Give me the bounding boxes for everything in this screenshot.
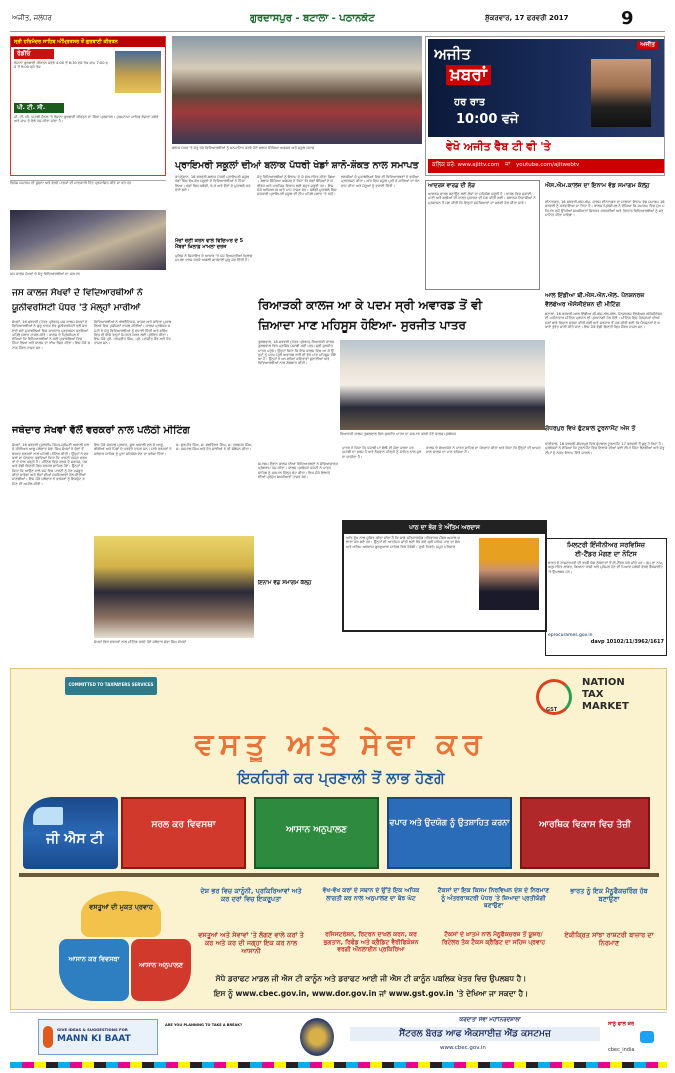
train-track — [19, 873, 659, 877]
mkb-line1: GIVE IDEAS & SUGGESTIONS FOR — [57, 1027, 128, 1032]
bottom-strip — [10, 1012, 667, 1060]
gst-logo-tax: TAX — [582, 689, 604, 700]
tender-davp: davp 10102/11/3962/1617 — [590, 639, 664, 645]
benefit-col2-a: ਵੱਖ-ਵੱਖ ਕਰਾਂ ਦੇ ਸਥਾਨ ਦੇ ਉੱਤੇ ਇਕ ਅਧਿਕ ਲਾਗਤੀ ਕਰ ਨਾਲ ਅਨੁਪਾਲਣ ਦਾ ਬੋਝ ਘੱਟ — [322, 887, 420, 902]
ideal-ward-text: ਆਦਰਸ਼ ਵਾਰਡ ਬਣਾਉਣ ਲਈ ਲੋਕਾਂ ਦਾ ਸਹਿਯੋਗ ਜ਼ਰੂਰੀ ਹੈ। ਵਾਰਡ ਵਿਚ ਸਫ਼ਾਈ, ਪਾਣੀ ਅਤੇ ਗਲੀਆਂ ਦੀ ਹਾਲਤ ਸੁਧਾਰਨ ਦੀ ਮੰਗ ਕੀਤੀ ਗਈ। ਸਥਾਨਕ ਨਿਵਾਸੀਆਂ ਨੇ ਪ੍ਰਸ਼ਾਸਨ ਤੋਂ ਮੰਗ ਕੀਤੀ ਕਿ ਇਨ੍ਹਾਂ ਸਮੱਸਿਆਵਾਂ ਦਾ ਜਲਦੀ ਹੱਲ ਕੀਤਾ ਜਾਵੇ। — [428, 192, 536, 205]
wheel-seg-a — [81, 891, 161, 937]
train-car-3 — [387, 797, 512, 869]
benefit-col1-a: ਦੇਸ਼ ਭਰ ਵਿਚ ਕਾਨੂੰਨੀ, ਪ੍ਰਕਿਰਿਆਵਾਂ ਅਤੇ ਕਰ ਦਰਾਂ ਵਿਚ ਇਕਰੂਪਤਾ — [200, 887, 302, 903]
dept-main: ਸੈਂਟਰਲ ਬੋਰਡ ਆਫ ਐਕਸਾਈਜ਼ ਐਂਡ ਕਸਟਮਜ਼ — [350, 1027, 600, 1041]
benefit-col4-b: ਏਕੀਕ੍ਰਿਤ ਸਾਂਝਾ ਰਾਸ਼ਟਰੀ ਬਾਜ਼ਾਰ ਦਾ ਨਿਰਮਾਣ — [564, 931, 654, 947]
headline-case-registered: ਮੈਚਾਂ ਚੋਣੀ ਕਰਨ ਵਾਲੇ ਵਿਦਿਅਰ ਦੇ 5 ਮੈਂਬਰਾਂ ਖ਼ਿਲਾਫ਼ ਮਾਮਲਾ ਦਰਜ — [175, 238, 244, 250]
headline-prize-distribution: ਇਨਾਮ ਵੰਡ ਸਮਾਗਮ ਕੱਲ੍ਹ — [258, 580, 312, 586]
gst-logo — [536, 677, 656, 723]
photo-caption-4: ਰਿਆੜਕੀ ਕਾਲਜ ਤੁਗਲਵਾਲ ਵਿਖੇ ਸੁਰਜੀਤ ਪਾਤਰ ਦਾ ਸਨਮਾਨ ਕਰਦੇ ਹੋਏ ਕਾਲਜ ਪ੍ਰਬੰਧਕ — [340, 432, 456, 436]
twitter-handle[interactable]: cbec_india — [608, 1047, 635, 1053]
ajit-tv-ad — [425, 36, 665, 176]
photo-caption-1: ਬਲਾਕ ਪੱਧਰ 'ਤੇ ਜੇਤੂ ਰਹੇ ਵਿਦਿਆਰਥੀਆਂ ਨੂੰ ਸਨਮਾਨਿਤ ਕਰਦੇ ਹੋਏ ਬਲਾਕ ਸਿੱਖਿਆ ਅਫਸਰ ਅਤੇ ਸਕੂਲ ਸਟਾਫ਼ — [172, 146, 315, 150]
story-bsnl: ਬਟਾਲਾ, 16 ਫਰਵਰੀ-ਆਲ ਇੰਡੀਆ ਬੀ.ਐਸ.ਐਨ.ਐਲ. ਪੈਨਸ਼ਨਰਜ਼ ਵੈਲਫੇਅਰ ਐਸੋਸੀਏਸ਼ਨ ਦੀ ਮਹੀਨਾਵਾਰ ਮੀਟਿੰਗ ਪ੍ਰਧਾਨ ਦੀ ਪ੍ਰਧਾਨਗੀ ਹੇਠ ਹੋਈ। ਮੀਟਿੰਗ ਵਿਚ ਪੈਨਸ਼ਨਰਾਂ ਦੀਆਂ ਮੰਗਾਂ ਬਾਰੇ ਵਿਚਾਰ ਚਰਚਾ ਕੀਤੀ ਗਈ ਅਤੇ ਸਰਕਾਰ ਤੋਂ ਮੰਗ ਕੀਤੀ ਗਈ ਕਿ ਪੈਨਸ਼ਨਰਾਂ ਦੇ ਬਕਾਏ ਤੁਰੰਤ ਜਾਰੀ ਕੀਤੇ ਜਾਣ। ਇਸ ਮੌਕੇ ਵੱਡੀ ਗਿਣਤੀ ਵਿਚ ਮੈਂਬਰ ਹਾਜ਼ਰ ਸਨ। — [545, 312, 663, 329]
page-number: 9 — [621, 8, 634, 29]
masthead-center: ਗੁਰਦਾਸਪੁਰ - ਬਟਾਲਾ - ਪਠਾਨਕੋਟ — [250, 13, 375, 24]
students-group-photo — [172, 36, 422, 144]
college-students-photo — [10, 210, 166, 270]
emblem-icon — [300, 1018, 334, 1056]
gst-badge-text: COMMITTED TO TAXPAYERS SERVICES — [68, 682, 154, 687]
headline-sm-college: ਐਸ.ਐਮ.ਕਾਲਜ ਦਾ ਇਨਾਮ ਵੰਡ ਸਮਾਗਮ ਕੱਲ੍ਹ — [545, 182, 650, 189]
headline-jathedar: ਜਥੇਦਾਰ ਸੇਖਵਾਂ ਵੱਲੋਂ ਵਰਕਰਾਂ ਨਾਲ ਪਲੇਠੀ ਮੀਟਿੰਗ — [12, 425, 190, 436]
radio-ad-label1: ਰੇਡੀਓ — [14, 49, 54, 59]
golden-temple-image — [115, 51, 161, 93]
headline-riarki-1: ਰਿਆੜਕੀ ਕਾਲਜ ਆ ਕੇ ਪਦਮ ਸ੍ਰੀ ਅਵਾਰਡ ਤੋਂ ਵੀ — [258, 298, 483, 312]
gst-box-1: ਸਰਲ ਕਰ ਵਿਵਸਥਾ — [151, 820, 216, 830]
twitter-icon[interactable] — [640, 1031, 654, 1043]
wheel-label-b: ਆਸਾਨ ਕਰ ਵਿਵਸਥਾ — [68, 955, 120, 963]
gst-box-3: ਵਪਾਰ ਅਤੇ ਉਦਯੋਗ ਨੂੰ ਉਤਸ਼ਾਹਿਤ ਕਰਨਾ — [389, 818, 510, 827]
obituary-portrait — [479, 538, 539, 610]
story-case-col: ਪੁਲਿਸ ਨੇ ਸ਼ਿਕਾਇਤ ਦੇ ਆਧਾਰ 'ਤੇ ਪੰਜ ਵਿਅਕਤੀਆਂ ਖ਼ਿਲਾਫ਼ ਮਾਮਲਾ ਦਰਜ ਕਰਕੇ ਅਗਲੀ ਕਾਰਵਾਈ ਸ਼ੁਰੂ ਕਰ ਦਿੱਤੀ ਹੈ। — [175, 254, 253, 263]
gst-big-title: ਵਸਤੂ ਅਤੇ ਸੇਵਾ ਕਰ — [194, 727, 488, 762]
train-car-4 — [520, 797, 650, 869]
mkb-line2: MANN KI BAAT — [57, 1034, 131, 1044]
print-color-strip — [10, 1062, 667, 1068]
gst-subtitle: ਇਕਹਿਰੀ ਕਰ ਪ੍ਰਣਾਲੀ ਤੋਂ ਲਾਭ ਹੋਣਗੇ — [237, 769, 445, 787]
photo-caption-2: ਜਸ ਕਾਲਜ ਸੇਖਵਾਂ ਦੇ ਜੇਤੂ ਵਿਦਿਆਰਥੀਆਂ ਦਾ ਸਨਮਾਨ — [10, 272, 81, 276]
photo-caption-3: ਸੇਖਵਾਂ ਵਿਖੇ ਵਰਕਰਾਂ ਨਾਲ ਮੀਟਿੰਗ ਕਰਦੇ ਹੋਏ ਜਥੇਦਾਰ ਸੇਵਾ ਸਿੰਘ ਸੇਖਵਾਂ — [94, 640, 187, 644]
headline-jas-college-1: ਜਸ ਕਾਲਜ ਸੇਖਵਾਂ ਦੇ ਵਿਦਿਆਰਥੀਆਂ ਨੇ — [12, 288, 143, 298]
dept-web[interactable]: www.cbec.gov.in — [440, 1045, 486, 1051]
meeting-photo — [94, 536, 254, 638]
riarki-college-photo — [340, 340, 545, 430]
train-engine-window — [33, 807, 63, 825]
gst-box-2: ਆਸਾਨ ਅਨੁਪਾਲਣ — [286, 825, 347, 835]
dept-top: ਕਰਦਾਤਾ ਸੇਵਾ ਮਹਾਂਨਿਰਦੇਸ਼ਾਲਾ — [459, 1017, 521, 1023]
story-primary-col2: ਜੇਤੂ ਵਿਦਿਆਰਥੀਆਂ ਨੂੰ ਇਨਾਮ ਦੇ ਕੇ ਸਨਮਾਨਿਤ ਕੀਤਾ ਗਿਆ। ਬਲਾਕ ਸਿੱਖਿਆ ਅਫਸਰ ਨੇ ਕਿਹਾ ਕਿ ਖੇਡਾਂ ਬੱਚਿਆਂ ਦੇ ਸਰੀਰਕ ਅਤੇ ਮਾਨਸਿਕ ਵਿਕਾਸ ਲਈ ਬਹੁਤ ਜ਼ਰੂਰੀ ਹਨ। ਇਸ ਮੌਕੇ ਅਧਿਆਪਕ ਅਤੇ ਮਾਪੇ ਹਾਜ਼ਰ ਸਨ। ਕਬੱਡੀ ਮੁਕਾਬਲੇ ਵਿਚ ਸਰਕਾਰੀ ਪ੍ਰਾਇਮਰੀ ਸਕੂਲ ਦੀ ਟੀਮ ਪਹਿਲੇ ਸਥਾਨ 'ਤੇ ਰਹੀ। — [257, 175, 337, 197]
ajit-tv-watch: ਵੇਖੋ ਅਜੀਤ ਵੈਬ ਟੀ ਵੀ 'ਤੇ — [446, 140, 551, 153]
headline-riarki-2: ਜ਼ਿਆਦਾ ਮਾਣ ਮਹਿਸੂਸ ਹੋਇਆ- ਸੁਰਜੀਤ ਪਾਤਰ — [258, 318, 466, 332]
story-riarki-col1: ਤੁਗਲਵਾਲ, 16 ਫਰਵਰੀ (ਪੱਤਰ ਪ੍ਰੇਰਕ)-ਰਿਆੜਕੀ ਕਾਲਜ ਤੁਗਲਵਾਲ ਵਿਖੇ ਪ੍ਰਸਿੱਧ ਪੰਜਾਬੀ ਕਵੀ ਪਦਮ ਸ੍ਰੀ ਸੁਰਜੀਤ ਪਾਤਰ ਪਹੁੰਚੇ। ਉਨ੍ਹਾਂ ਕਿਹਾ ਕਿ ਇਸ ਕਾਲਜ ਵਿਚ ਆ ਕੇ ਉਨ੍ਹਾਂ ਨੂੰ ਪਦਮ ਸ੍ਰੀ ਅਵਾਰਡ ਨਾਲੋਂ ਵੀ ਵੱਧ ਮਾਣ ਮਹਿਸੂਸ ਹੋਇਆ ਹੈ। ਉਨ੍ਹਾਂ ਨੇ ਆਪਣੀਆਂ ਕਵਿਤਾਵਾਂ ਸੁਣਾਈਆਂ ਅਤੇ ਵਿਦਿਆਰਥੀਆਂ ਨਾਲ ਗੱਲਬਾਤ ਕੀਤੀ। — [258, 340, 337, 366]
headline-jas-college-2: ਯੂਨੀਵਰਸਿਟੀ ਪੱਧਰ 'ਤੇ ਮੱਲ੍ਹਾਂ ਮਾਰੀਆਂ — [12, 303, 141, 313]
story-riarki-col2: ਸਮਾਗਮ ਦੌਰਾਨ ਕਾਲਜ ਦੀਆਂ ਵਿਦਿਆਰਥਣਾਂ ਨੇ ਸੱਭਿਆਚਾਰਕ ਪ੍ਰੋਗਰਾਮ ਪੇਸ਼ ਕੀਤਾ। ਕਾਲਜ ਪ੍ਰਬੰਧਕ ਕਮੇਟੀ ਨੇ ਪਾਤਰ ਸਾਹਿਬ ਨੂੰ ਸਨਮਾਨ ਚਿੰਨ੍ਹ ਭੇਟ ਕੀਤਾ। ਇਸ ਮੌਕੇ ਇਲਾਕੇ ਦੀਆਂ ਪ੍ਰਮੁੱਖ ਸ਼ਖ਼ਸੀਅਤਾਂ ਹਾਜ਼ਰ ਸਨ। — [258, 462, 338, 479]
ajit-tv-link-bar — [428, 159, 664, 173]
radio-ad-title: ਸ੍ਰੀ ਹਰਿਮੰਦਰ ਸਾਹਿਬ ਅੰਮ੍ਰਿਤਸਰ ਤੋਂ ਗੁਰਬਾਣੀ ਕੀਰਤਨ — [11, 37, 165, 47]
ajit-tv-time-label: ਹਰ ਰਾਤ — [454, 97, 486, 108]
obituary-text: ਅਤਿ ਦੁੱਖ ਨਾਲ ਸੂਚਿਤ ਕੀਤਾ ਜਾਂਦਾ ਹੈ ਕਿ ਸਾਡੇ ਸਤਿਕਾਰਯੋਗ ਪਰਿਵਾਰਕ ਮੈਂਬਰ ਅਕਾਲ ਚਲਾਣਾ ਕਰ ਗਏ ਹਨ। ਉਨ੍ਹਾਂ ਦੀ ਆਤਮਿਕ ਸ਼ਾਂਤੀ ਲਈ ਰੱਖੇ ਗਏ ਸ੍ਰੀ ਸਹਿਜ ਪਾਠ ਦਾ ਭੋਗ ਅਤੇ ਅੰਤਿਮ ਅਰਦਾਸ ਗੁਰਦੁਆਰਾ ਸਾਹਿਬ ਵਿਖੇ ਹੋਵੇਗੀ। ਦੁਖੀ ਹਿਰਦੇ: ਸਮੂਹ ਪਰਿਵਾਰ — [346, 536, 460, 549]
tender-title2: ਈ-ਟੈਂਡਰ ਮੰਗਣ ਦਾ ਨੋਟਿਸ — [575, 550, 637, 558]
story-riarki-col4: ਕਾਲਜ ਦੇ ਚੇਅਰਮੈਨ ਨੇ ਪਾਤਰ ਸਾਹਿਬ ਦਾ ਧੰਨਵਾਦ ਕੀਤਾ ਅਤੇ ਕਿਹਾ ਕਿ ਉਨ੍ਹਾਂ ਦੀ ਆਮਦ ਨਾਲ ਕਾਲਜ ਦਾ ਮਾਣ ਵਧਿਆ ਹੈ। — [426, 446, 541, 455]
story-jas-col1: ਸੇਖਵਾਂ, 16 ਫਰਵਰੀ (ਪੱਤਰ ਪ੍ਰੇਰਕ)-ਜਸ ਕਾਲਜ ਸੇਖਵਾਂ ਦੇ ਵਿਦਿਆਰਥੀਆਂ ਨੇ ਗੁਰੂ ਨਾਨਕ ਦੇਵ ਯੂਨੀਵਰਸਿਟੀ ਵਲੋਂ ਕਰਵਾਏ ਗਏ ਮੁਕਾਬਲਿਆਂ ਵਿਚ ਸ਼ਾਨਦਾਰ ਪ੍ਰਦਰਸ਼ਨ ਕਰਦਿਆਂ ਪਹਿਲੇ ਸਥਾਨ ਹਾਸਲ ਕੀਤੇ। ਕਾਲਜ ਦੇ ਪ੍ਰਿੰਸੀਪਲ ਨੇ ਦੱਸਿਆ ਕਿ ਵਿਦਿਆਰਥੀਆਂ ਨੇ ਕਈ ਮੁਕਾਬਲਿਆਂ ਵਿਚ ਹਿੱਸਾ ਲਿਆ ਅਤੇ ਕਾਲਜ ਦਾ ਨਾਂਅ ਰੌਸ਼ਨ ਕੀਤਾ। ਇਸ ਮੌਕੇ ਸਟਾਫ਼ ਮੈਂਬਰ ਹਾਜ਼ਰ ਸਨ। — [12, 320, 90, 350]
gst-engine-label: ਜੀ ਐਸ ਟੀ — [46, 831, 104, 847]
story-jas-col2: ਵਿਦਿਆਰਥੀਆਂ ਨੇ ਐਥਲੈਟਿਕਸ, ਭਾਸ਼ਣ ਅਤੇ ਕਵਿਤਾ ਮੁਕਾਬਲਿਆਂ ਵਿਚ ਪੁਜ਼ੀਸ਼ਨਾਂ ਹਾਸਲ ਕੀਤੀਆਂ। ਕਾਲਜ ਪ੍ਰਬੰਧਕ ਕਮੇਟੀ ਨੇ ਜੇਤੂ ਵਿਦਿਆਰਥੀਆਂ ਨੂੰ ਵਧਾਈ ਦਿੱਤੀ ਅਤੇ ਭਵਿੱਖ ਵਿਚ ਵੀ ਇਸੇ ਤਰ੍ਹਾਂ ਮਿਹਨਤ ਕਰਨ ਲਈ ਪ੍ਰੇਰਿਤ ਕੀਤਾ। ਇਸ ਮੌਕੇ ਪ੍ਰੋ. ਹਰਪ੍ਰੀਤ ਸਿੰਘ, ਪ੍ਰੋ. ਮਨਜੀਤ ਕੌਰ ਅਤੇ ਹੋਰ ਹਾਜ਼ਰ ਸਨ। — [94, 320, 172, 346]
gst-box-4: ਆਰਥਿਕ ਵਿਕਾਸ ਵਿਚ ਤੇਜ਼ੀ — [539, 820, 631, 830]
obituary-ad — [342, 520, 547, 632]
tender-notice — [545, 538, 667, 656]
story-primary-col3: ਲੜਕੀਆਂ ਦੇ ਮੁਕਾਬਲਿਆਂ ਵਿਚ ਵੀ ਵਿਦਿਆਰਥਣਾਂ ਨੇ ਵਧੀਆ ਪ੍ਰਦਰਸ਼ਨ ਕੀਤਾ। ਅੰਤ ਵਿਚ ਸਕੂਲ ਮੁਖੀ ਨੇ ਸਾਰਿਆਂ ਦਾ ਧੰਨਵਾਦ ਕੀਤਾ ਅਤੇ ਜੇਤੂਆਂ ਨੂੰ ਵਧਾਈ ਦਿੱਤੀ। — [341, 175, 420, 188]
follow-label: ਸਾਨੂੰ ਫਾਲੋ ਕਰੋ — [608, 1021, 635, 1027]
benefit-col3-a: ਟੈਕਸਾਂ ਦਾ ਇਕ ਕਿਸਮ ਨਿਰਵਿਘਨ ਦੇਸ਼ ਦੇ ਨਿਰਮਾਣ ਨੂੰ ਅੰਤਰਰਾਸ਼ਟਰੀ ਪੱਧਰ 'ਤੇ ਜ਼ਿਆਦਾ ਪ੍ਰਤੀਯੋਗੀ ਬਣਾਉਣਾ — [437, 887, 550, 909]
radio-ad-label2: ਪੀ. ਟੀ. ਸੀ. — [14, 103, 64, 113]
ajit-brand: ਅਜੀਤ — [637, 41, 658, 49]
benefit-col2-b: ਰਜਿਸਟਰੇਸ਼ਨ, ਰਿਟਰਨ ਦਾਖ਼ਲ ਕਰਨ, ਕਰ ਭੁਗਤਾਨ, ਰਿਫੰਡ ਅਤੇ ਕ੍ਰੈਡਿਟ ਵੈਰੀਫਿਕੇਸ਼ਨ ਵਰਗੀ ਔਨਲਾਈਨ ਪ੍ਰਕਿਰਿਆ — [323, 931, 419, 953]
gst-ad — [10, 668, 667, 1010]
mann-ki-baat-box[interactable] — [38, 1019, 158, 1055]
headline-football: ਗੋਧਰਪੁਰ ਵਿਖੇ ਫੁੱਟਬਾਲ ਟੂਰਨਾਮੈਂਟ ਅੱਜ ਤੋਂ — [545, 425, 636, 432]
story-primary-col1: ਕਾਹਨੂੰਵਾਨ, 16 ਫਰਵਰੀ-ਬਲਾਕ ਪੱਧਰੀ ਪ੍ਰਾਇਮਰੀ ਸਕੂਲ ਖੇਡਾਂ ਵਿਚ ਵੱਖ-ਵੱਖ ਸਕੂਲਾਂ ਦੇ ਵਿਦਿਆਰਥੀਆਂ ਨੇ ਹਿੱਸਾ ਲਿਆ। ਖੇਡਾਂ ਵਿਚ ਕਬੱਡੀ, ਖੋ-ਖੋ ਅਤੇ ਦੌੜਾਂ ਦੇ ਮੁਕਾਬਲੇ ਕਰਵਾਏ ਗਏ। — [175, 175, 251, 192]
left-col-notice: ਵਿਸ਼ੇਸ਼ ਸਮਾਗਮ ਦੀ ਸੂਚਨਾ ਅਤੇ ਵੇਰਵੇ ਪਾਠਕਾਂ ਦੀ ਜਾਣਕਾਰੀ ਹਿੱਤ ਪ੍ਰਕਾਸ਼ਿਤ ਕੀਤੇ ਜਾ ਰਹੇ ਹਨ — [10, 180, 166, 208]
tender-website[interactable]: eprocurames.gov.in — [548, 633, 593, 638]
headline-bsnl-2: ਵੈਲਫੇਅਰ ਐਸੋਸੀਏਸ਼ਨ ਦੀ ਮੀਟਿੰਗ — [545, 301, 621, 308]
radio-ad-text2: ਪੀ. ਟੀ. ਸੀ. ਪੰਜਾਬੀ ਚੈਨਲ 'ਤੇ ਰੋਜ਼ਾਨਾ ਗੁਰਬਾਣੀ ਕੀਰਤਨ ਦਾ ਸਿੱਧਾ ਪ੍ਰਸਾਰਨ। ਹੁਕਮਨਾਮਾ ਸਾਹਿਬ ਰੋਜ਼ਾਨਾ ਸਵੇਰੇ ਅਤੇ ਸ਼ਾਮ ਦੇ ਵੇਲੇ ਪੇਸ਼ ਕੀਤਾ ਜਾਂਦਾ ਹੈ। — [14, 115, 159, 124]
obituary-title: ਪਾਠ ਦਾ ਭੋਗ ਤੇ ਅੰਤਿਮ ਅਰਦਾਸ — [344, 522, 545, 534]
masthead — [0, 8, 675, 30]
story-football: ਧਾਰੀਵਾਲ, 16 ਫਰਵਰੀ-ਗੋਧਰਪੁਰ ਵਿਖੇ ਫੁੱਟਬਾਲ ਟੂਰਨਾਮੈਂਟ 17 ਫਰਵਰੀ ਤੋਂ ਸ਼ੁਰੂ ਹੋ ਰਿਹਾ ਹੈ। ਪ੍ਰਬੰਧਕਾਂ ਨੇ ਦੱਸਿਆ ਕਿ ਟੂਰਨਾਮੈਂਟ ਵਿਚ ਇਲਾਕੇ ਦੀਆਂ ਕਈ ਟੀਮਾਂ ਹਿੱਸਾ ਲੈਣਗੀਆਂ ਅਤੇ ਜੇਤੂ ਟੀਮਾਂ ਨੂੰ ਨਕਦ ਇਨਾਮ ਦਿੱਤੇ ਜਾਣਗੇ। — [545, 442, 665, 455]
gst-logo-market: MARKET — [582, 701, 629, 712]
tender-title1: ਮਿਲਟਰੀ ਇੰਜੀਨੀਅਰ ਸਰਵਿਸਿਜ਼ — [566, 541, 646, 549]
story-jathedar-col1: ਸੇਖਵਾਂ, 16 ਫਰਵਰੀ (ਕੁਲਦੀਪ ਸਿੰਘ)-ਸ਼੍ਰੋਮਣੀ ਅਕਾਲੀ ਦਲ ਦੇ ਸੀਨੀਅਰ ਆਗੂ ਜਥੇਦਾਰ ਸੇਵਾ ਸਿੰਘ ਸੇਖਵਾਂ ਨੇ ਚੋਣਾਂ ਤੋਂ ਬਾਅਦ ਵਰਕਰਾਂ ਨਾਲ ਪਹਿਲੀ ਮੀਟਿੰਗ ਕੀਤੀ। ਉਨ੍ਹਾਂ ਨੇ ਵਰਕਰਾਂ ਦਾ ਧੰਨਵਾਦ ਕਰਦਿਆਂ ਕਿਹਾ ਕਿ ਪਾਰਟੀ ਹਮੇਸ਼ਾ ਵਰਕਰਾਂ ਦੇ ਨਾਲ ਖੜ੍ਹੀ ਹੈ। ਮੀਟਿੰਗ ਵਿਚ ਹਲਕੇ ਦੇ ਸਰਪੰਚ, ਪੰਚ ਅਤੇ ਵੱਡੀ ਗਿਣਤੀ ਵਿਚ ਵਰਕਰ ਸ਼ਾਮਿਲ ਹੋਏ। ਉਨ੍ਹਾਂ ਨੇ ਕਿਹਾ ਕਿ ਆਉਣ ਵਾਲੇ ਸਮੇਂ ਵਿਚ ਪਾਰਟੀ ਨੂੰ ਹੋਰ ਮਜ਼ਬੂਤ ਕੀਤਾ ਜਾਵੇਗਾ ਅਤੇ ਲੋਕਾਂ ਦੀਆਂ ਸਮੱਸਿਆਵਾਂ ਹੱਲ ਕੀਤੀਆਂ ਜਾਣਗੀਆਂ। ਇਸ ਮੌਕੇ ਜਥੇਦਾਰ ਨੇ ਵਰਕਰਾਂ ਨੂੰ ਇਕਜੁੱਟ ਰਹਿਣ ਦੀ ਅਪੀਲ ਕੀਤੀ। — [12, 443, 89, 486]
mkb-small: ARE YOU PLANNING TO TAKE A BREAK? — [165, 1023, 243, 1027]
ajit-tv-time: 10:00 ਵਜੇ — [456, 112, 519, 127]
gst-badge — [65, 677, 157, 695]
gst-footer-1: ਸੋਧੇ ਡਰਾਫਟ ਮਾਡਲ ਜੀ ਐਸ ਟੀ ਕਾਨੂੰਨ ਅਤੇ ਡਰਾਫਟ ਆਈ ਜੀ ਐਸ ਟੀ ਕਾਨੂੰਨ ਪਬਲਿਕ ਖੇਤਰ ਵਿਚ ਉਪਲਬਧ ਹੈ। — [215, 974, 527, 983]
ajit-tv-youtube[interactable]: youtube.com/ajitwebtv — [515, 162, 580, 168]
story-sm-college: ਦੀਨਾਨਗਰ, 16 ਫਰਵਰੀ-ਐਸ.ਐਮ. ਕਾਲਜ ਦੀਨਾਨਗਰ ਦਾ ਸਾਲਾਨਾ ਇਨਾਮ ਵੰਡ ਸਮਾਗਮ 18 ਫਰਵਰੀ ਨੂੰ ਕਰਵਾਇਆ ਜਾ ਰਿਹਾ ਹੈ। ਕਾਲਜ ਪ੍ਰਿੰਸੀਪਲ ਨੇ ਦੱਸਿਆ ਕਿ ਸਮਾਗਮ ਵਿਚ ਮੁੱਖ ਮਹਿਮਾਨ ਵਜੋਂ ਉੱਘੀਆਂ ਸ਼ਖ਼ਸੀਅਤਾਂ ਸ਼ਿਰਕਤ ਕਰਨਗੀਆਂ ਅਤੇ ਹੋਣਹਾਰ ਵਿਦਿਆਰਥੀਆਂ ਨੂੰ ਸਨਮਾਨਿਤ ਕੀਤਾ ਜਾਵੇਗਾ। — [545, 200, 665, 217]
headline-primary-sports: ਪ੍ਰਾਇਮਰੀ ਸਕੂਲਾਂ ਦੀਆਂ ਬਲਾਕ ਪੱਧਰੀ ਖੇਡਾਂ ਸ਼ਾਨੋ-ਸ਼ੌਕਤ ਨਾਲ ਸਮਾਪਤ — [175, 160, 419, 171]
wheel-label-c: ਆਸਾਨ ਅਨੁਪਾਲਣ — [139, 961, 183, 969]
train-car-1 — [121, 797, 246, 869]
ajit-tv-website[interactable]: ਕਲਿੱਕ ਕਰੋ: www.ajittv.com — [432, 162, 500, 168]
masthead-left: ਅਜੀਤ, ਜਲੰਧਰ — [12, 14, 52, 22]
gst-logo-nation: NATION — [582, 677, 625, 688]
gst-logo-gst: GST — [546, 707, 558, 713]
masthead-date: ਸ਼ੁੱਕਰਵਾਰ, 17 ਫਰਵਰੀ 2017 — [485, 14, 569, 22]
benefit-col4-a: ਭਾਰਤ ਨੂੰ ਇਕ ਮੈਨੂਫੈਕਚਰਿੰਗ ਹੱਬ ਬਣਾਉਣਾ — [570, 887, 648, 903]
benefit-col1-b: ਵਸਤੂਆਂ ਅਤੇ ਸੇਵਾਵਾਂ 'ਤੇ ਲੱਗਣ ਵਾਲੇ ਕਰਾਂ ਤੇ ਕਰ ਅਤੇ ਕਰ ਦੀ ਜਗ੍ਹਾ ਇਕ ਕਰ ਨਾਲ ਆਸਾਨੀ — [198, 931, 304, 955]
headline-bsnl-1: ਆਲ ਇੰਡੀਆ ਬੀ.ਐਸ.ਐਨ.ਐਲ. ਪੈਨਸ਼ਨਰਜ਼ — [545, 292, 645, 299]
ajit-tv-or: ਜਾਂ — [505, 162, 511, 168]
story-riarki-col3: ਪਾਤਰ ਨੇ ਕਿਹਾ ਕਿ ਪੰਜਾਬੀ ਮਾਂ ਬੋਲੀ ਦੀ ਸੇਵਾ ਕਰਨਾ ਹਰ ਪੰਜਾਬੀ ਦਾ ਫ਼ਰਜ਼ ਹੈ ਅਤੇ ਨੌਜਵਾਨ ਪੀੜ੍ਹੀ ਨੂੰ ਸਾਹਿਤ ਨਾਲ ਜੁੜਨਾ ਚਾਹੀਦਾ ਹੈ। — [342, 446, 422, 459]
story-jathedar-col2: ਇਸ ਮੌਕੇ ਸਰਕਲ ਪ੍ਰਧਾਨ, ਯੂਥ ਅਕਾਲੀ ਦਲ ਦੇ ਆਗੂ, ਬੀਬੀਆਂ ਅਤੇ ਪਿੰਡਾਂ ਦੇ ਪਤਵੰਤੇ ਹਾਜ਼ਰ ਸਨ। ਸਾਰੇ ਵਰਕਰਾਂ ਨੇ ਜਥੇਦਾਰ ਸਾਹਿਬ ਨੂੰ ਪੂਰਾ ਸਹਿਯੋਗ ਦੇਣ ਦਾ ਭਰੋਸਾ ਦਿੱਤਾ। — [94, 443, 172, 456]
presenter-image — [591, 59, 651, 127]
wheel-center-label: ਵਸਤੂਆਂ ਦੀ ਮੁਕਤ ਪ੍ਰਵਾਹ — [89, 903, 153, 911]
radio-ad-text: ਰੋਜ਼ਾਨਾ ਗੁਰਬਾਣੀ ਕੀਰਤਨ ਸਵੇਰੇ 4:00 ਤੋਂ 6:30 ਵਜੇ ਤੱਕ ਸ਼ਾਮ 7:00 ਵਜੇ ਤੋਂ 9:00 ਵਜੇ ਤੱਕ — [14, 61, 108, 70]
ideal-ward-box — [425, 180, 540, 290]
gst-footer-2: ਇਸ ਨੂੰ www.cbec.gov.in, www.dor.gov.in ਜਾਂ www.gst.gov.in 'ਤੇ ਦੇਖਿਆ ਜਾ ਸਕਦਾ ਹੈ। — [213, 989, 529, 998]
radio-ad — [10, 36, 166, 176]
story-jathedar-col3: ਸ: ਗੁਰਮੀਤ ਸਿੰਘ, ਸ: ਬਲਵਿੰਦਰ ਸਿੰਘ, ਸ: ਹਰਭਜਨ ਸਿੰਘ, ਸ: ਜਸਪਾਲ ਸਿੰਘ ਅਤੇ ਹੋਰ ਸਾਥੀਆਂ ਨੇ ਵੀ ਸੰਬੋਧਨ ਕੀਤਾ। — [176, 443, 253, 452]
ajit-tv-title1: ਅਜੀਤ — [434, 45, 471, 63]
microphone-icon — [43, 1026, 53, 1048]
masthead-rule — [10, 31, 665, 32]
ajit-tv-title2: ਖ਼ਬਰਾਂ — [446, 65, 491, 85]
tender-text: ਭਾਰਤ ਦੇ ਰਾਸ਼ਟਰਪਤੀ ਦੀ ਤਰਫ਼ੋਂ ਯੋਗ ਠੇਕੇਦਾਰਾਂ ਤੋਂ ਈ-ਟੈਂਡਰ ਮੰਗੇ ਜਾਂਦੇ ਹਨ। ਕੰਮ ਦਾ ਨਾਮ, ਅਨੁਮਾਨਿਤ ਲਾਗਤ, ਬਿਆਨਾ ਰਾਸ਼ੀ ਅਤੇ ਮੁਕੰਮਲ ਹੋਣ ਦੀ ਮਿਆਦ ਸਬੰਧੀ ਵੇਰਵੇ ਵੈੱਬਸਾਈਟ 'ਤੇ ਉਪਲਬਧ ਹਨ। — [548, 561, 664, 574]
benefit-col3-b: ਟੈਕਸਾਂ ਦੇ ਖ਼ਾਤਮੇ ਨਾਲ ਮੈਨੂਫੈਕਚਰਜ਼ ਤੋਂ ਯੂਜ਼ਰ/ਰਿਟੇਲਰ ਤੱਕ ਟੈਕਸ ਕ੍ਰੈਡਿਟ ਦਾ ਸਹਿਜ ਪ੍ਰਵਾਹ — [441, 931, 546, 946]
headline-ideal-ward: ਆਦਰਸ਼ ਵਾਰਡ ਦੀ ਲੋੜ — [428, 183, 476, 189]
